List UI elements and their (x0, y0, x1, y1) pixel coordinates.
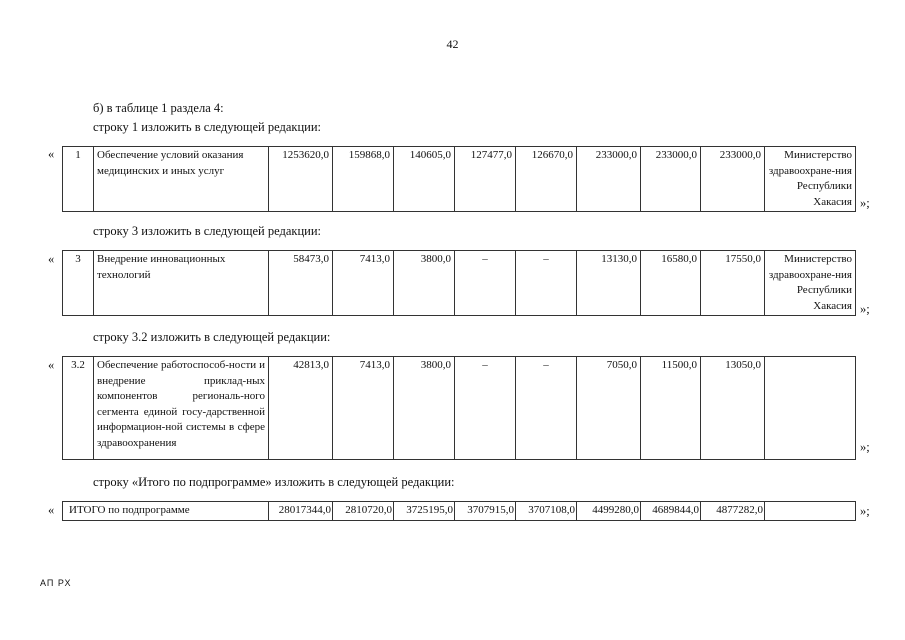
total-heading: строку «Итого по подпрограмме» изложить в следующей редакции: (93, 475, 455, 489)
executor-cell (765, 502, 856, 521)
value-cell: 4877282,0 (701, 502, 765, 521)
value-cell: 2810720,0 (333, 502, 394, 521)
row-number: 3.2 (63, 357, 94, 460)
open-quote: « (48, 503, 55, 517)
table-row (63, 251, 856, 316)
row32-heading: строку 3.2 изложить в следующей редакции: (93, 330, 331, 344)
value-cell: 42813,0 (269, 357, 333, 460)
value-cell: 13050,0 (701, 357, 765, 460)
value-cell: 11500,0 (641, 357, 701, 460)
executor-cell (765, 357, 856, 460)
intro-line: б) в таблице 1 раздела 4: (93, 101, 224, 115)
value-cell: 140605,0 (394, 147, 455, 212)
row-number: 1 (63, 147, 94, 212)
value-cell: 28017344,0 (269, 502, 333, 521)
value-cell: – (516, 251, 577, 316)
close-quote: »; (860, 302, 870, 316)
row3-table (62, 250, 856, 316)
value-cell: 3707915,0 (455, 502, 516, 521)
value-cell: 3707108,0 (516, 502, 577, 521)
executor-cell: Министерство здравоохране-ния Республики Хакасия (765, 147, 856, 212)
row-name: Обеспечение условий оказания медицинских и иных услуг (94, 147, 269, 212)
value-cell: 233000,0 (641, 147, 701, 212)
total-table (62, 501, 856, 521)
executor-cell: Министерство здравоохране-ния Республики Хакасия (765, 251, 856, 316)
value-cell: 13130,0 (577, 251, 641, 316)
row-number: 3 (63, 251, 94, 316)
value-cell: 16580,0 (641, 251, 701, 316)
row32-table (62, 356, 856, 460)
footer-mark: АП РХ (40, 578, 72, 588)
row1-table (62, 146, 856, 212)
page-number: 42 (446, 37, 459, 51)
row1-heading: строку 1 изложить в следующей редакции: (93, 120, 322, 134)
value-cell: 233000,0 (701, 147, 765, 212)
value-cell: 7413,0 (333, 251, 394, 316)
value-cell: 4689844,0 (641, 502, 701, 521)
value-cell: 7413,0 (333, 357, 394, 460)
value-cell: 4499280,0 (577, 502, 641, 521)
close-quote: »; (860, 504, 870, 518)
open-quote: « (48, 252, 55, 266)
value-cell: 58473,0 (269, 251, 333, 316)
table-row (63, 147, 856, 212)
value-cell: 127477,0 (455, 147, 516, 212)
value-cell: 159868,0 (333, 147, 394, 212)
row-name: Обеспечение работоспособ-ности и внедрение приклад-ных компонентов региональ-ного сегмента единой госу-дарственной информацион-ной системы в сфере здравоохранения (94, 357, 269, 460)
value-cell: 7050,0 (577, 357, 641, 460)
value-cell: – (455, 251, 516, 316)
value-cell: 17550,0 (701, 251, 765, 316)
open-quote: « (48, 147, 55, 161)
value-cell: – (455, 357, 516, 460)
value-cell: – (516, 357, 577, 460)
open-quote: « (48, 358, 55, 372)
close-quote: »; (860, 196, 870, 210)
value-cell: 126670,0 (516, 147, 577, 212)
table-row (63, 502, 856, 521)
table-row (63, 357, 856, 460)
row-name: ИТОГО по подпрограмме (63, 502, 269, 521)
close-quote: »; (860, 440, 870, 454)
value-cell: 3800,0 (394, 251, 455, 316)
row-name: Внедрение инновационных технологий (94, 251, 269, 316)
value-cell: 1253620,0 (269, 147, 333, 212)
value-cell: 233000,0 (577, 147, 641, 212)
row3-heading: строку 3 изложить в следующей редакции: (93, 224, 322, 238)
value-cell: 3725195,0 (394, 502, 455, 521)
value-cell: 3800,0 (394, 357, 455, 460)
